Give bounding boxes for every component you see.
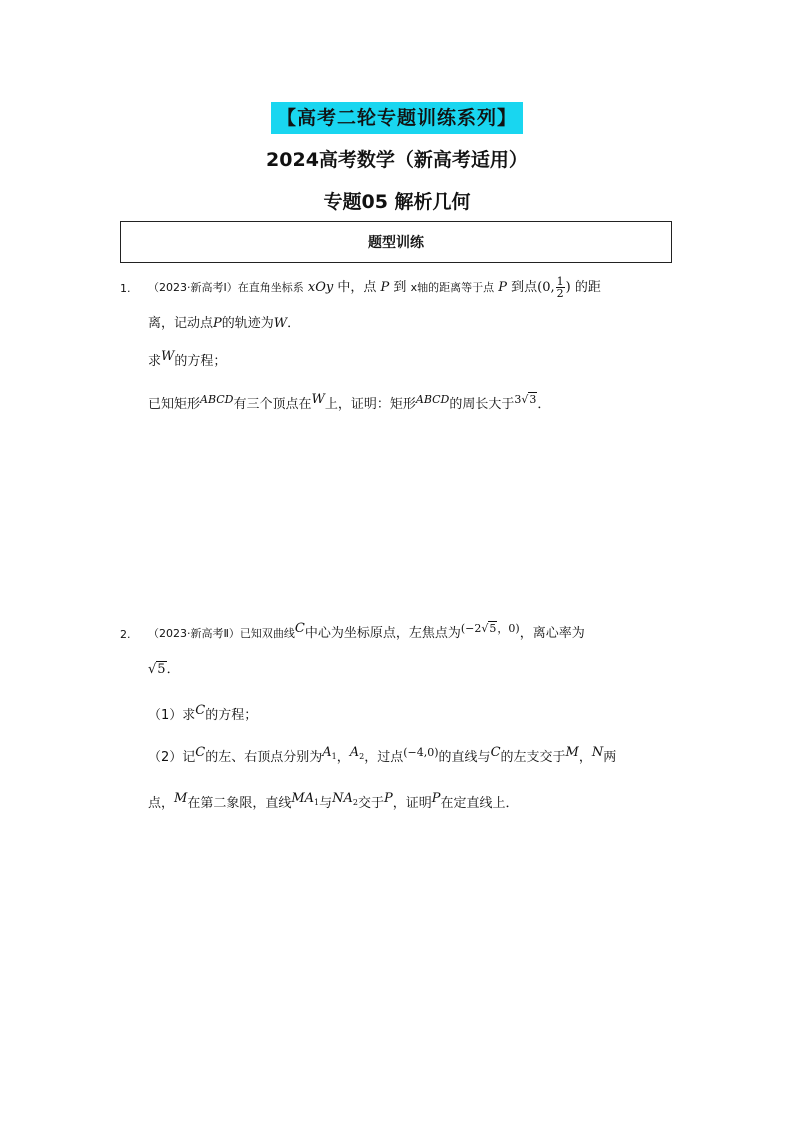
- question-part: （1）求C的方程；: [148, 703, 258, 723]
- series-banner: [0, 102, 794, 134]
- question-line: 离，记动点P的轨迹为W．: [148, 316, 301, 331]
- question-line: 点，M在第二象限，直线$MA_1$与$NA_2$交于P，证明P在定直线上．: [148, 791, 519, 811]
- fraction: $\frac{1}{2}$: [556, 275, 564, 300]
- section-label: 题型训练: [368, 235, 424, 251]
- question-line: （2023·新高考Ⅱ）已知双曲线C中心为坐标原点，左焦点为$^{(-2√5,0)}$，离心率为: [148, 621, 585, 641]
- question-number: 2.: [120, 628, 131, 641]
- sqrt-expression: 3√3: [514, 393, 537, 406]
- question-part: 求W的方程；: [148, 349, 227, 369]
- question-number: 1.: [120, 282, 131, 295]
- document-subtitle: 专题05 解析几何: [323, 191, 471, 213]
- question-line: √5．: [148, 662, 180, 677]
- series-label: 【高考二轮专题训练系列】: [271, 102, 523, 134]
- sqrt-expression: √5: [148, 662, 166, 677]
- question-line: （2023·新高考Ⅰ）在直角坐标系 xOy 中，点 P 到 x轴的距离等于点 P 到点(0, $\frac{1}{2}$ ) 的距: [148, 275, 601, 300]
- document-title: 2024高考数学（新高考适用）: [266, 149, 528, 171]
- question-part: （2）记C的左、右顶点分别为$A_1$，$A_2$，过点$^{(-4,0)}$的直线与C的左支交于M，N两: [148, 745, 617, 765]
- section-header: [120, 221, 672, 263]
- question-part: 已知矩形$^{ABCD}$有三个顶点在W上，证明：矩形$^{ABCD}$的周长大于$^{3√3}$．: [148, 392, 551, 412]
